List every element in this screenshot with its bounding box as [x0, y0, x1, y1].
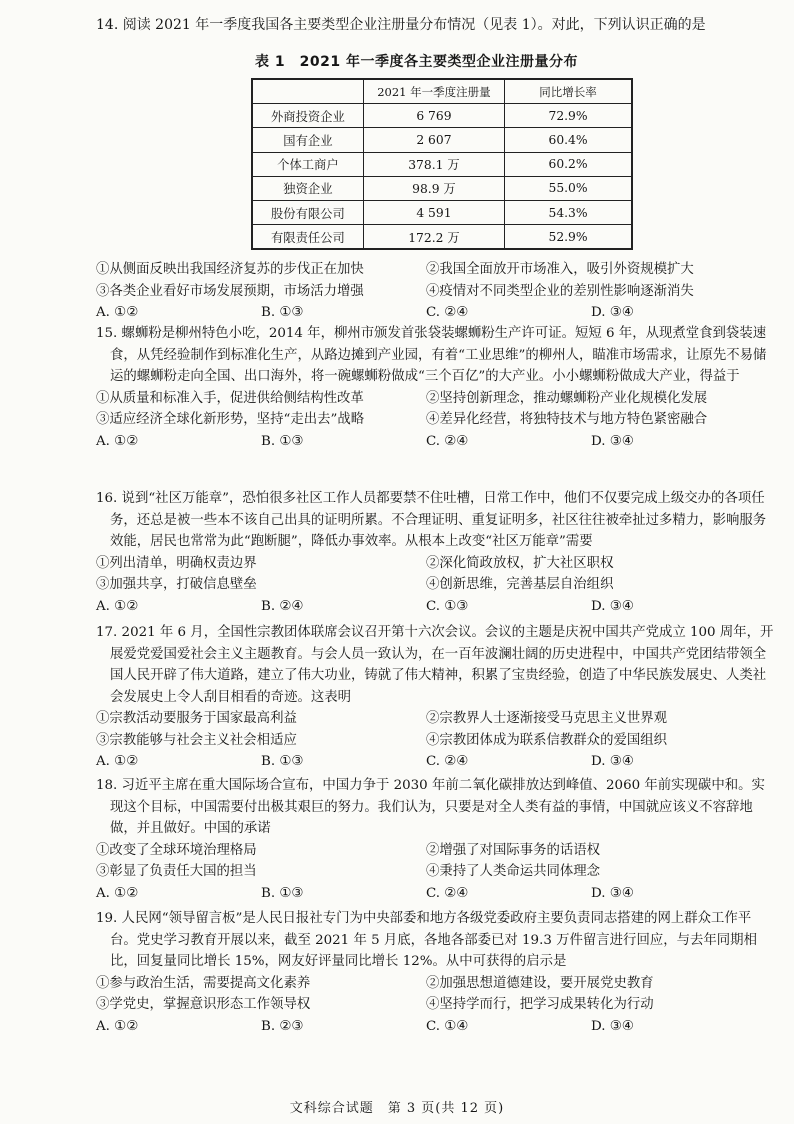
- question-14-options: [96, 259, 776, 324]
- question-15-stem: 15. 螺蛳粉是柳州特色小吃，2014 年，柳州市颁发首张袋装螺蛳粉生产许可证。短短 6 年，从现煮堂食到袋装速食，从凭经验制作到标准化生产，从路边摊到产业园，有着“工业思维”的柳州人，瞄准市场需求，让原先不易储运的螺蛳粉走向全国、出口海外，将一碗螺蛳粉做成“三个百亿”的大产业。小小螺蛳粉做成大产业，得益于: [96, 326, 767, 384]
- question-19-stem: 19. 人民网“领导留言板”是人民日报社专门为中央部委和地方各级党委政府主要负责同志搭建的网上群众工作平台。党史学习教育开展以来，截至 2021 年 5 月底，各地各部委已对 19.3 万件留言进行回应，与去年同期相比，回复量同比增长 15%，网友好评量同比增长 12%。从中可获得的启示是: [96, 911, 757, 969]
- enterprise-type: 有限责任公司: [252, 225, 363, 250]
- question-19: [96, 908, 776, 1037]
- option: ①改变了全球环境治理格局: [96, 842, 257, 858]
- growth-rate: 72.9%: [505, 104, 632, 128]
- registrations: 172.2 万: [363, 225, 504, 250]
- answer-choice: B. ①③: [261, 885, 304, 901]
- answer-choice: B. ②④: [261, 598, 304, 614]
- option: ③宗教能够与社会主义社会相适应: [96, 732, 297, 748]
- option: ④坚持学而行，把学习成果转化为行动: [426, 997, 654, 1012]
- option: ③学党史，掌握意识形态工作领导权: [96, 997, 311, 1012]
- answer-choice: D. ③④: [591, 885, 634, 901]
- registrations: 378.1 万: [363, 152, 504, 176]
- answer-choice: B. ①③: [261, 433, 304, 449]
- answer-choices: [96, 751, 776, 773]
- question-15: [96, 323, 776, 452]
- option: ②坚持创新理念，推动螺蛳粉产业化规模化发展: [426, 390, 708, 406]
- table-row: [252, 200, 632, 224]
- answer-choice: D. ③④: [591, 598, 634, 614]
- option: ①列出清单，明确权责边界: [96, 555, 257, 571]
- table-row: [252, 176, 632, 200]
- enterprise-type: 外商投资企业: [252, 104, 363, 128]
- option: ④宗教团体成为联系信教群众的爱国组织: [426, 732, 668, 748]
- answer-choice: D. ③④: [591, 305, 634, 320]
- option: ③彰显了负责任大国的担当: [96, 864, 257, 879]
- table-row: [252, 104, 632, 128]
- option: ③加强共享，打破信息壁垒: [96, 577, 257, 592]
- table-row: [252, 225, 632, 250]
- answer-choice: C. ②④: [426, 305, 469, 320]
- answer-choice: A. ①②: [96, 754, 139, 769]
- answer-choices: [96, 596, 776, 618]
- option: ②深化简政放权，扩大社区职权: [426, 555, 614, 571]
- question-18: [96, 775, 776, 904]
- table-header-cell: [252, 79, 363, 104]
- registrations: 6 769: [363, 104, 504, 128]
- question-18-stem: 18. 习近平主席在重大国际场合宣布，中国力争于 2030 年前二氧化碳排放达到峰值、2060 年前实现碳中和。实现这个目标，中国需要付出极其艰巨的努力。我们认为，只要是对全人类有益的事情，中国就应该义不容辞地做，并且做好。中国的承诺: [96, 778, 765, 836]
- answer-choice: B. ①③: [261, 305, 304, 320]
- question-16-stem: 16. 说到“社区万能章”，恐怕很多社区工作人员都要禁不住吐槽，日常工作中，他们不仅要完成上级交办的各项任务，还总是被一些本不该自己出具的证明所累。不合理证明、重复证明多，社区往往被牵扯过多精力，影响服务效能，居民也常常为此“跑断腿”，降低办事效率。从根本上改变“社区万能章”需要: [96, 491, 767, 549]
- question-17: [96, 622, 776, 773]
- option: ④创新思维，完善基层自治组织: [426, 577, 614, 592]
- option: ④秉持了人类命运共同体理念: [426, 864, 601, 879]
- option: ②宗教界人士逐渐接受马克思主义世界观: [426, 711, 668, 726]
- answer-choice: C. ②④: [426, 754, 469, 769]
- answer-choice: C. ②④: [426, 885, 469, 901]
- option: ④差异化经营，将独特技术与地方特色紧密融合: [426, 412, 708, 427]
- option: ①从质量和标准入手，促进供给侧结构性改革: [96, 390, 364, 406]
- table-header-cell: 同比增长率: [505, 79, 632, 104]
- option: ③各类企业看好市场发展预期，市场活力增强: [96, 283, 364, 299]
- answer-choice: A. ①②: [96, 433, 139, 449]
- answer-choice: D. ③④: [591, 754, 634, 769]
- registrations: 4 591: [363, 200, 504, 224]
- option: ④疫情对不同类型企业的差别性影响逐渐消失: [426, 283, 694, 299]
- option: ①从侧面反映出我国经济复苏的步伐正在加快: [96, 262, 364, 277]
- answer-choice: A. ①②: [96, 885, 139, 901]
- answer-choice: B. ①③: [261, 754, 304, 769]
- enterprise-type: 个体工商户: [252, 152, 363, 176]
- option: ①参与政治生活，需要提高文化素养: [96, 975, 311, 991]
- table-row: [252, 128, 632, 152]
- page-footer: 文科综合试题 第 3 页(共 12 页): [289, 1101, 505, 1116]
- table-header-cell: 2021 年一季度注册量: [363, 79, 504, 104]
- table-row: [252, 152, 632, 176]
- question-14-stem: 14. 阅读 2021 年一季度我国各主要类型企业注册量分布情况（见表 1）。对此，下列认识正确的是: [96, 17, 706, 33]
- option: ①宗教活动要服务于国家最高利益: [96, 711, 297, 726]
- registrations: 2 607: [363, 128, 504, 152]
- enterprise-type: 股份有限公司: [252, 200, 363, 224]
- answer-choice: D. ③④: [591, 1018, 634, 1034]
- answer-choice: C. ①④: [426, 1018, 469, 1034]
- option: ③适应经济全球化新形势，坚持“走出去”战略: [96, 412, 365, 427]
- answer-choices: [96, 302, 776, 324]
- answer-choice: C. ①③: [426, 598, 469, 614]
- option: ②增强了对国际事务的话语权: [426, 842, 601, 858]
- question-14: [96, 15, 776, 37]
- table-header-row: [252, 79, 632, 104]
- option: ②我国全面放开市场准入，吸引外资规模扩大: [426, 262, 694, 277]
- growth-rate: 52.9%: [505, 225, 632, 250]
- option: ②加强思想道德建设，要开展党史教育: [426, 975, 654, 991]
- enterprise-type: 独资企业: [252, 176, 363, 200]
- answer-choices: [96, 1016, 776, 1038]
- growth-rate: 60.2%: [505, 152, 632, 176]
- question-17-stem: 17. 2021 年 6 月，全国性宗教团体联席会议召开第十六次会议。会议的主题是庆祝中国共产党成立 100 周年，开展爱党爱国爱社会主义主题教育。与会人员一致认为，在一百年波澜壮阔的历史进程中，中国共产党团结带领全国人民开辟了伟大道路，建立了伟大功业，铸就了伟大精神，积累了宝贵经验，创造了中华民族发展史、人类社会发展史上令人刮目相看的奇迹。这表明: [96, 625, 774, 705]
- answer-choice: A. ①②: [96, 305, 139, 320]
- answer-choices: [96, 431, 776, 453]
- answer-choice: A. ①②: [96, 1018, 139, 1034]
- question-16: [96, 488, 776, 617]
- enterprise-type: 国有企业: [252, 128, 363, 152]
- answer-choices: [96, 883, 776, 905]
- registrations: 98.9 万: [363, 176, 504, 200]
- growth-rate: 55.0%: [505, 176, 632, 200]
- registration-table: [251, 78, 633, 250]
- answer-choice: D. ③④: [591, 433, 634, 449]
- table-1-title: 表 1 2021 年一季度各主要类型企业注册量分布: [255, 54, 578, 70]
- growth-rate: 54.3%: [505, 200, 632, 224]
- answer-choice: C. ②④: [426, 433, 469, 449]
- answer-choice: B. ②③: [261, 1018, 304, 1034]
- answer-choice: A. ①②: [96, 598, 139, 614]
- growth-rate: 60.4%: [505, 128, 632, 152]
